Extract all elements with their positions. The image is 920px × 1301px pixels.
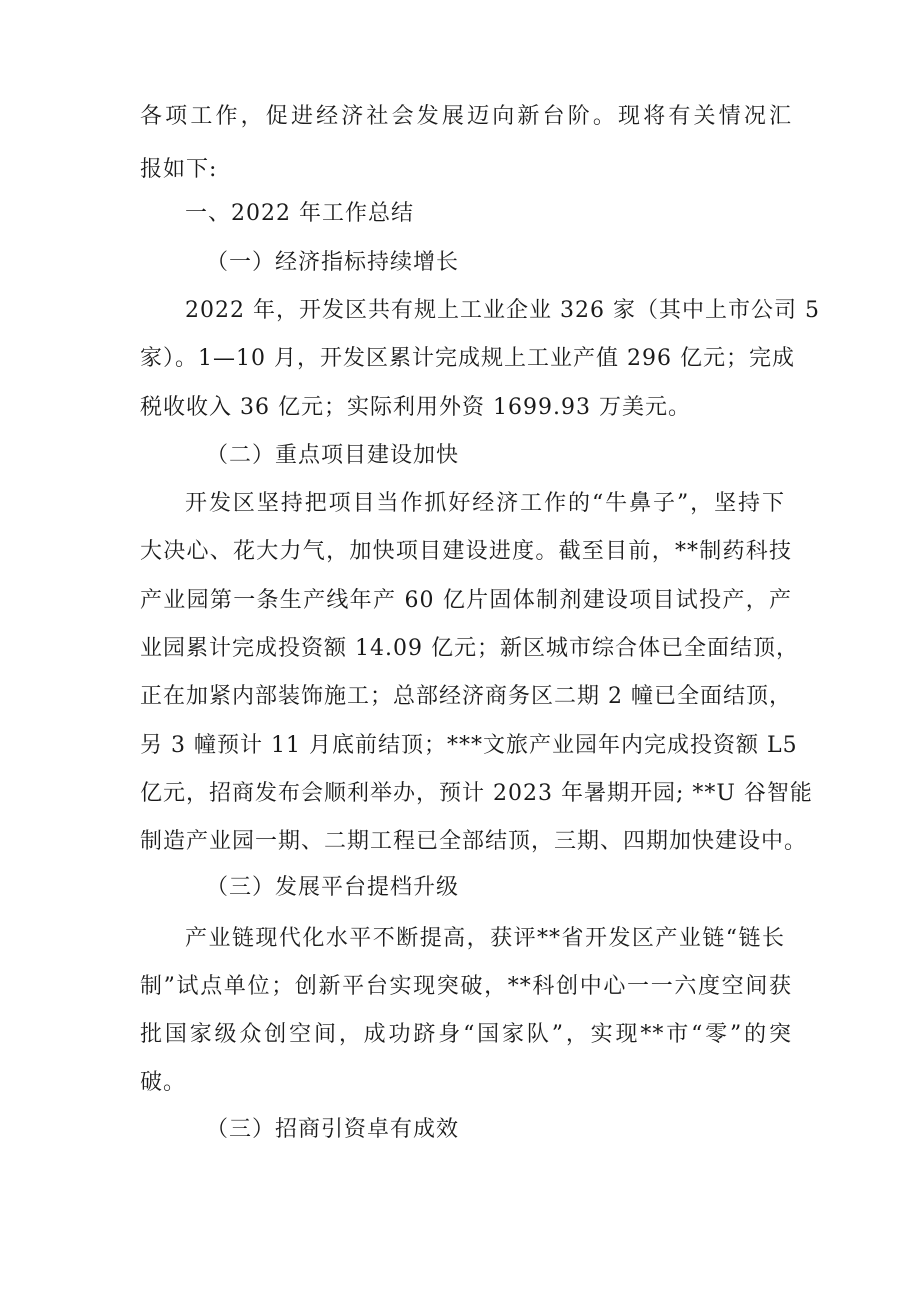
subsection-heading: （二）重点项目建设加快 bbox=[206, 443, 460, 468]
paragraph-line: 制造产业园一期、二期工程已全部结顶，三期、四期加快建设中。 bbox=[140, 829, 808, 854]
paragraph-line: 开发区坚持把项目当作抓好经济工作的“牛鼻子”，坚持下 bbox=[185, 491, 785, 516]
paragraph-line: 产业园第一条生产线年产 60 亿片固体制剂建设项目试投产，产 bbox=[140, 588, 792, 613]
subsection-heading: （三）发展平台提档升级 bbox=[206, 875, 460, 900]
paragraph-line: 业园累计完成投资额 14.09 亿元；新区城市综合体已全面结顶， bbox=[140, 636, 799, 661]
paragraph-line: 大决心、花大力气，加快项目建设进度。截至目前，**制药科技 bbox=[140, 539, 792, 564]
paragraph-line: 亿元，招商发布会顺利举办，预计 2023 年暑期开园; **U 谷智能 bbox=[140, 781, 813, 806]
paragraph-line: 另 3 幢预计 11 月底前结顶；***文旅产业园年内完成投资额 L5 bbox=[140, 733, 798, 758]
subsection-heading: （三）招商引资卓有成效 bbox=[206, 1117, 460, 1142]
paragraph-line: 正在加紧内部装饰施工；总部经济商务区二期 2 幢已全面结顶， bbox=[140, 684, 792, 709]
paragraph-line: 产业链现代化水平不断提高，获评**省开发区产业链“链长 bbox=[185, 926, 785, 951]
section-heading: 一、2022 年工作总结 bbox=[185, 201, 414, 226]
paragraph-line: 各项工作，促进经济社会发展迈向新台阶。现将有关情况汇 bbox=[140, 104, 792, 129]
paragraph-line: 税收收入 36 亿元；实际利用外资 1699.93 万美元。 bbox=[140, 395, 691, 420]
paragraph-line: 批国家级众创空间，成功跻身“国家队”，实现**市“零”的突 bbox=[140, 1022, 792, 1047]
subsection-heading: （一）经济指标持续增长 bbox=[206, 250, 460, 275]
paragraph-line: 家）。1—10 月，开发区累计完成规上工业产值 296 亿元；完成 bbox=[140, 346, 795, 371]
paragraph-line: 破。 bbox=[140, 1070, 187, 1095]
paragraph-line: 制”试点单位；创新平台实现突破，**科创中心一一六度空间获 bbox=[140, 974, 792, 999]
paragraph-line: 2022 年，开发区共有规上工业企业 326 家（其中上市公司 5 bbox=[185, 298, 820, 323]
paragraph-line: 报如下: bbox=[140, 157, 218, 182]
